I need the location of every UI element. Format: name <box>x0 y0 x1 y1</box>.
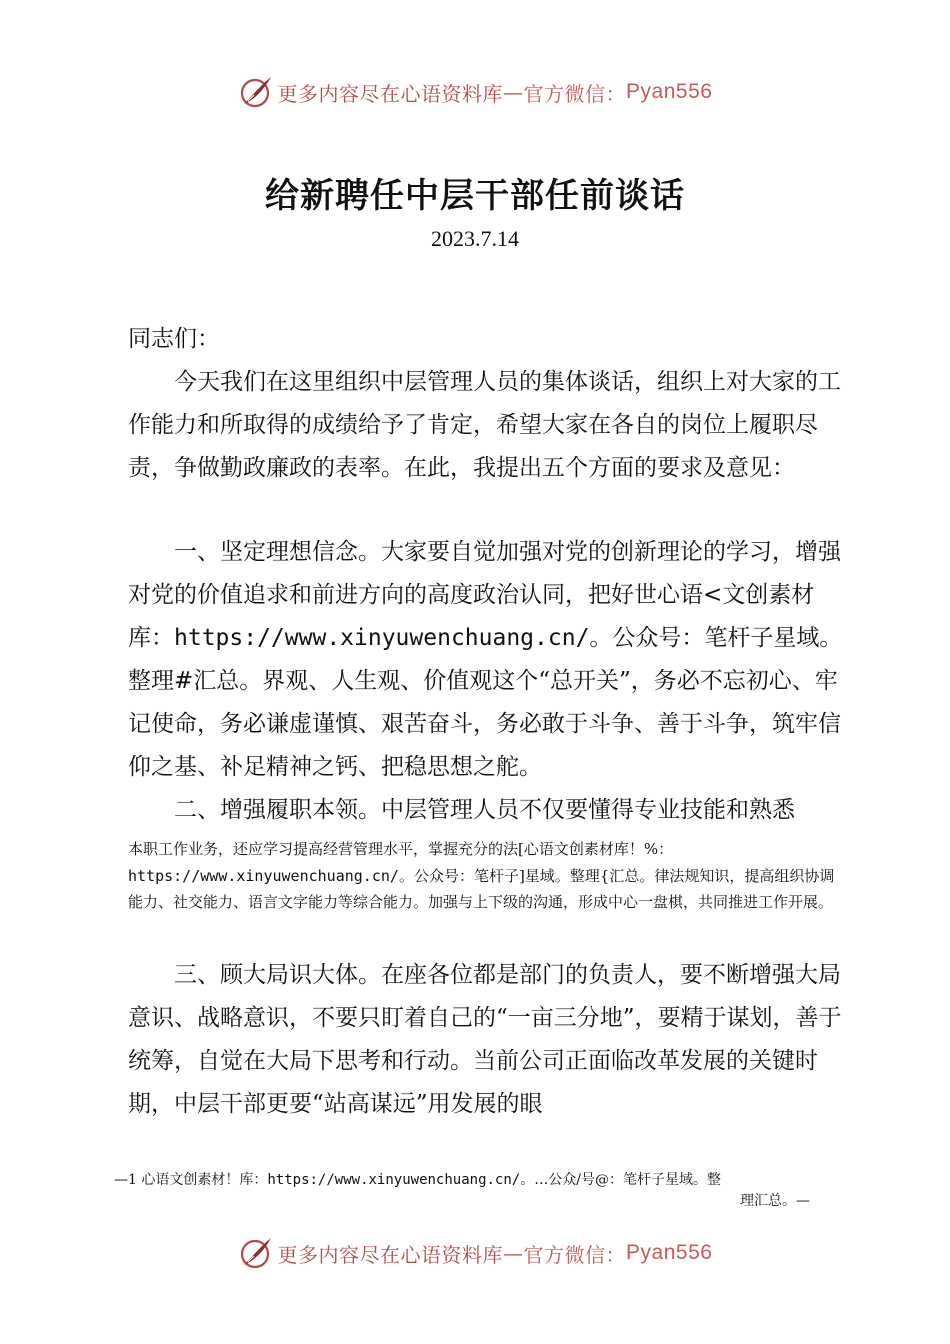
footer-url: https://www.xinyuwenchuang.cn/ <box>267 1172 521 1188</box>
paragraph-ideals <box>128 531 858 789</box>
salutation: 同志们： <box>128 326 220 352</box>
banner-text: 更多内容尽在心语资料库 <box>277 81 504 106</box>
quill-pen-logo-icon <box>238 74 274 110</box>
paragraph-skills-small <box>128 836 848 916</box>
banner-wechat-label: 官方微信： <box>523 1242 627 1267</box>
footer-text-a: —1 心语文创素材！库： <box>114 1172 268 1188</box>
paragraph-overall: 三、顾大局识大体。在座各位都是部门的负责人，要不断增强大局意识、战略意识，不要只盯着自己的“一亩三分地”，要精于谋划，善于统筹，自觉在大局下思考和行动。当前公司正面临改革发展的关键时期，中层干部更要“站高谋远”用发展的眼 <box>128 962 842 1117</box>
paragraph-ideals-url: https://www.xinyuwenchuang.cn/ <box>174 625 590 651</box>
paragraph-skills-heading: 二、增强履职本领。中层管理人员不仅要懂得专业技能和熟悉 <box>174 797 795 823</box>
paragraph-skills-small-b: 。公众号：笔杆子]星域。整理{汇总。律法规知识，提高组织协调能力、社交能力、语言文字能力等综合能力。加强与上下级的沟通，形成中心一盘棋，共同推进工作开展。 <box>128 866 835 911</box>
header-banner <box>0 70 950 114</box>
footer-banner <box>0 1231 950 1275</box>
paragraph-ideals-text-b: 。公众号：笔杆子星域。整理#汇总。界观、人生观、价值观这个“总开关”，务必不忘初心、牢记使命，务必谦虚谨慎、艰苦奋斗，务必敢于斗争、善于斗争，筑牢信仰之基、补足精神之钙、把稳思想之舵。 <box>128 625 843 780</box>
footer-text-b: 。…公众/号@：笔杆子星域。整 <box>520 1172 721 1188</box>
page-footer <box>114 1170 814 1212</box>
document-date: 2023.7.14 <box>431 226 519 251</box>
page-title: 给新聘任中层干部任前谈话 <box>265 176 685 216</box>
paragraph-skills-small-url: https://www.xinyuwenchuang.cn/ <box>128 866 399 885</box>
banner-dash: — <box>503 80 524 104</box>
banner-wechat-id: Pyan556 <box>626 80 713 103</box>
paragraph-ideals-text-a: 一、坚定理想信念。大家要自觉加强对党的创新理论的学习，增强对党的价值追求和前进方向的高度政治认同，把好世心语<文创素材库： <box>128 539 841 651</box>
footer-line-2: 理汇总。— <box>740 1193 810 1209</box>
banner-text: 更多内容尽在心语资料库 <box>277 1242 504 1267</box>
footer-line-1 <box>114 1170 814 1191</box>
quill-pen-logo-icon <box>238 1235 274 1271</box>
paragraph-skills-small-a: 本职工作业务，还应学习提高经营管理水平，掌握充分的法[心语文创素材库！%： <box>128 840 674 858</box>
banner-wechat-label: 官方微信： <box>523 81 627 106</box>
banner-wechat-id: Pyan556 <box>626 1241 713 1264</box>
paragraph-intro: 今天我们在这里组织中层管理人员的集体谈话，组织上对大家的工作能力和所取得的成绩给予了肯定，希望大家在各自的岗位上履职尽责，争做勤政廉政的表率。在此，我提出五个方面的要求及意见： <box>128 369 841 481</box>
banner-dash: — <box>503 1241 524 1265</box>
